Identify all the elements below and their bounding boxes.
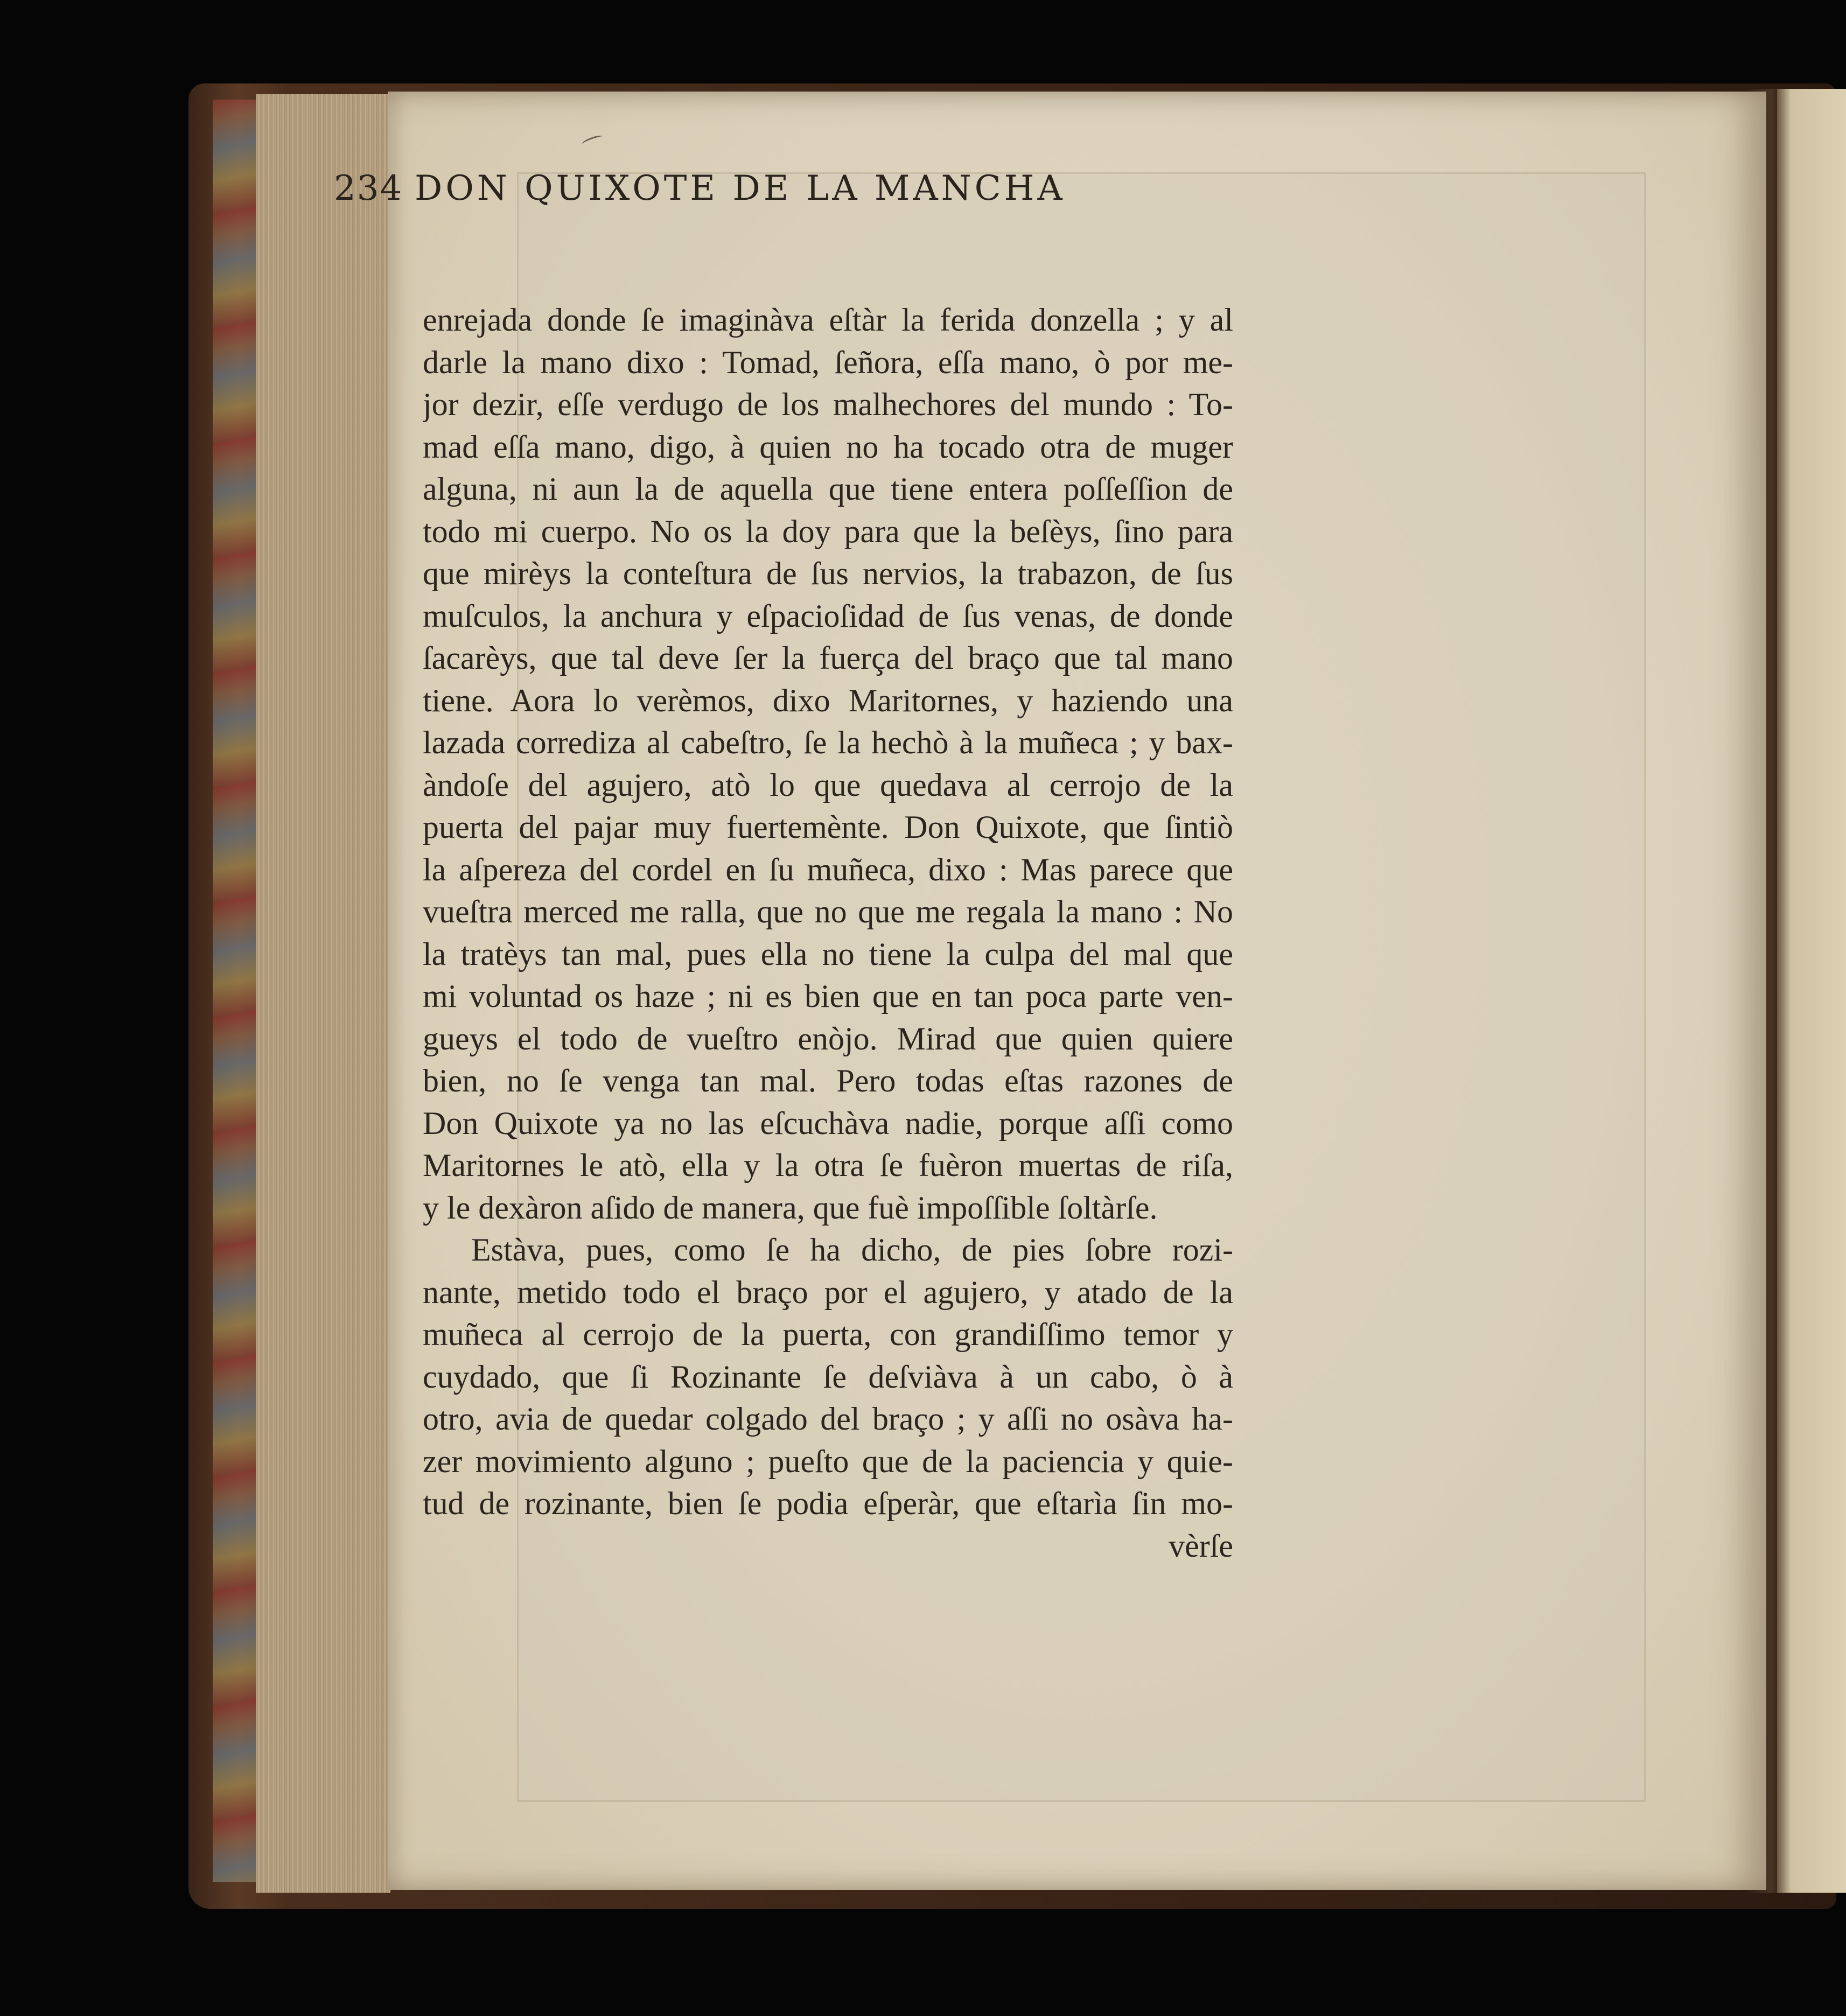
- text-line: vueſtra merced me ralla, que no que me regala la mano : No: [423, 894, 1233, 929]
- text-line: àndoſe del agujero, atò lo que quedava al cerrojo de la: [423, 767, 1233, 803]
- text-line: la aſpereza del cordel en ſu muñeca, dixo : Mas parece que: [423, 851, 1233, 887]
- text-line: tud de rozinante, bien ſe podia eſperàr, que eſtarìa ſin mo-: [423, 1486, 1233, 1521]
- text-line: zer movimiento alguno ; pueſto que de la paciencia y quie-: [423, 1443, 1233, 1479]
- text-line: enrejada donde ſe imaginàva eſtàr la ferida donzella ; y al: [423, 302, 1233, 338]
- text-line: puerta del pajar muy fuertemènte. Don Quixote, que ſintiò: [423, 809, 1233, 845]
- paragraph-start-line: Estàva, pues, como ſe ha dicho, de pies ſobre rozi-: [471, 1232, 1233, 1268]
- text-line: mad eſſa mano, digo, à quien no ha tocado otra de muger: [423, 429, 1233, 465]
- page-edges: [256, 94, 390, 1893]
- text-line: muñeca al cerrojo de la puerta, con grandiſſimo temor y: [423, 1317, 1233, 1352]
- text-line: jor dezir, eſſe verdugo de los malhechores del mundo : To-: [423, 387, 1233, 422]
- text-line: cuydado, que ſi Rozinante ſe deſviàva à un cabo, ò à: [423, 1359, 1233, 1395]
- text-line: gueys el todo de vueſtro enòjo. Mirad que quien quiere: [423, 1020, 1233, 1056]
- text-line: alguna, ni aun la de aquella que tiene entera poſſeſſion de: [423, 471, 1233, 507]
- text-line: la tratèys tan mal, pues ella no tiene la culpa del mal que: [423, 936, 1233, 972]
- text-line: bien, no ſe venga tan mal. Pero todas eſtas razones de: [423, 1063, 1233, 1098]
- text-line: darle la mano dixo : Tomad, ſeñora, eſſa mano, ò por me-: [423, 344, 1233, 380]
- text-line: Don Quixote ya no las eſcuchàva nadie, porque aſſi como: [423, 1105, 1233, 1141]
- text-line: lazada corrediza al cabeſtro, ſe la hechò à la muñeca ; y bax-: [423, 725, 1233, 760]
- page-number: 234: [334, 169, 403, 208]
- marbled-edge: [213, 100, 256, 1882]
- text-line: otro, avia de quedar colgado del braço ; y aſſi no osàva ha-: [423, 1401, 1233, 1437]
- running-title: DON QUIXOTE DE LA MANCHA: [415, 169, 1066, 208]
- text-line: ſacarèys, que tal deve ſer la fuerça del braço que tal mano: [423, 640, 1233, 676]
- text-line: y le dexàron aſido de manera, que fuè impoſſible ſoltàrſe.: [423, 1189, 1158, 1226]
- text-line: mi voluntad os haze ; ni es bien que en tan poca parte ven-: [423, 978, 1233, 1014]
- text-line: todo mi cuerpo. No os la doy para que la beſèys, ſino para: [423, 513, 1233, 549]
- body-text: [423, 299, 1233, 1567]
- page-header: [334, 156, 1088, 221]
- text-line: tiene. Aora lo verèmos, dixo Maritornes, y haziendo una: [423, 682, 1233, 718]
- text-line: muſculos, la anchura y eſpacioſidad de ſus venas, de donde: [423, 598, 1233, 634]
- catchword: vèrſe: [1169, 1528, 1233, 1564]
- text-line: que mirèys la conteſtura de ſus nervios, la trabazon, de ſus: [423, 556, 1233, 591]
- facing-page: [1777, 89, 1846, 1893]
- text-line: nante, metido todo el braço por el agujero, y atado de la: [423, 1274, 1233, 1310]
- text-line: Maritornes le atò, ella y la otra ſe fuèron muertas de riſa,: [423, 1147, 1233, 1183]
